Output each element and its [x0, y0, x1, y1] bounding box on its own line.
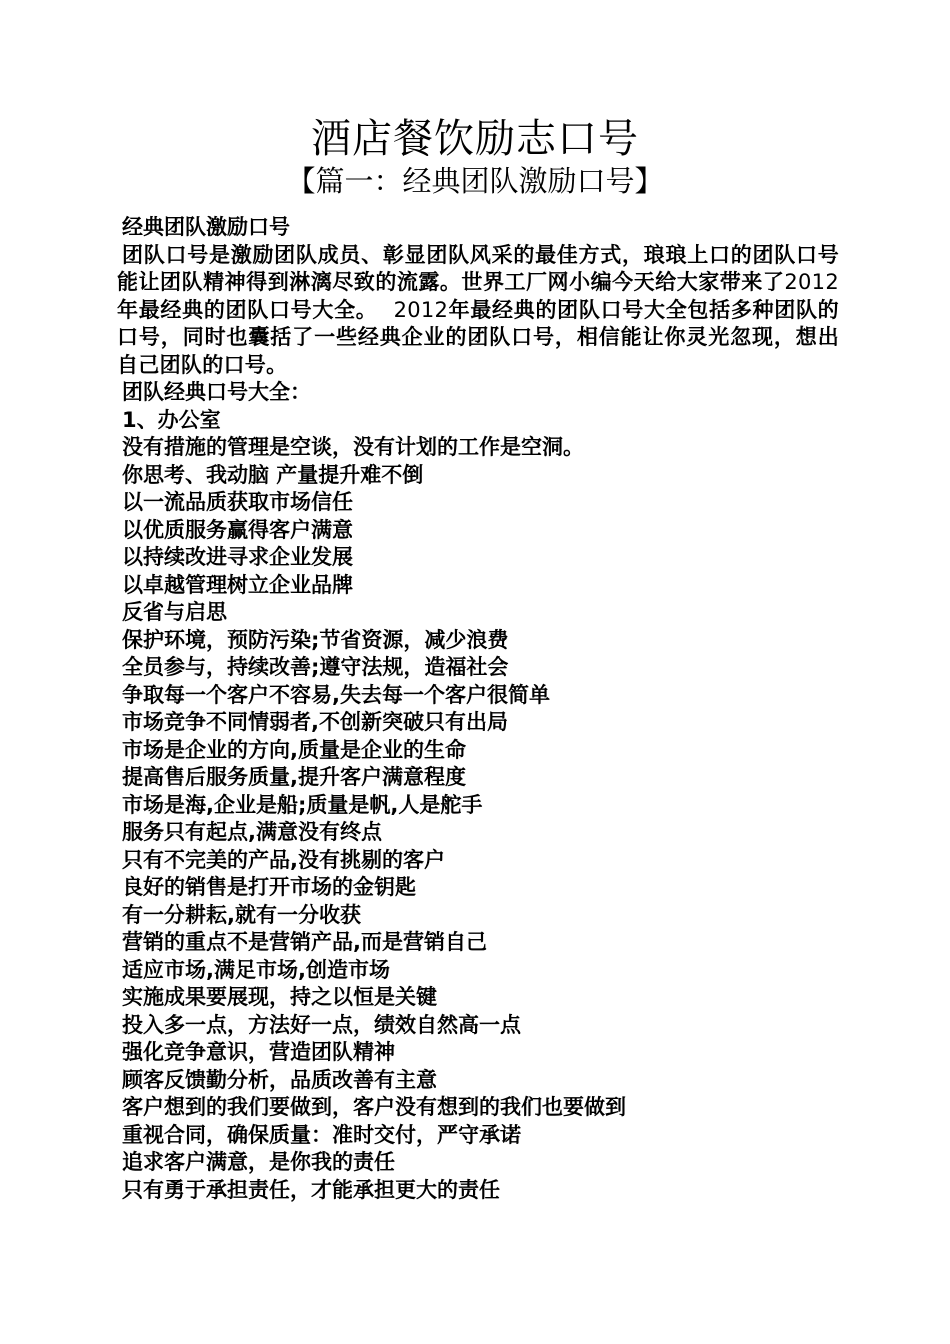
- slogan-item: 良好的销售是打开市场的金钥匙: [122, 875, 416, 899]
- slogan-item: 强化竞争意识，营造团队精神: [122, 1040, 395, 1064]
- slogan-item: 反省与启思: [122, 600, 227, 624]
- slogan-item: 以优质服务赢得客户满意: [122, 517, 353, 542]
- slogan-item: 全员参与，持续改善;遵守法规，造福社会: [122, 655, 509, 679]
- slogan-item: 你思考、我动脑 产量提升难不倒: [122, 462, 424, 487]
- slogan-item: 适应市场,满足市场,创造市场: [122, 957, 390, 982]
- slogan-list: [117, 434, 839, 1204]
- slogan-item: 市场是海,企业是船;质量是帆,人是舵手: [122, 792, 483, 817]
- slogan-item: 市场竞争不同情弱者,不创新突破只有出局: [122, 710, 508, 734]
- slogan-item: 有一分耕耘,就有一分收获: [122, 902, 361, 927]
- document-subtitle: 【篇一：经典团队激励口号】: [286, 164, 664, 198]
- intro-paragraph: [117, 242, 839, 380]
- slogan-item: 服务只有起点,满意没有终点: [122, 820, 382, 844]
- slogan-item: 只有勇于承担责任，才能承担更大的责任: [122, 1177, 500, 1202]
- slogan-item: 保护环境，预防污染;节省资源，减少浪费: [122, 627, 509, 652]
- document-title: 酒店餐饮励志口号: [311, 116, 639, 162]
- document-body: [117, 214, 839, 1204]
- slogan-item: 市场是企业的方向,质量是企业的生命: [122, 737, 466, 762]
- slogan-item: 争取每一个客户不容易,失去每一个客户很简单: [122, 682, 550, 707]
- category-heading: 1、办公室: [122, 407, 221, 432]
- slogan-item: 以持续改进寻求企业发展: [122, 545, 353, 569]
- slogan-item: 顾客反馈勤分析，品质改善有主意: [122, 1067, 437, 1092]
- slogan-item: 实施成果要展现，持之以恒是关键: [122, 985, 437, 1009]
- intro-year-1: 2012: [784, 270, 839, 294]
- slogan-item: 重视合同，确保质量：准时交付，严守承诺: [122, 1122, 521, 1147]
- slogan-item: 以卓越管理树立企业品牌: [122, 572, 353, 597]
- intro-text-1: 团队口号是激励团队成员、彰显团队风采的最佳方式，琅琅上口的团队口号能让团队精神得到淋漓尽致的流露。世界工厂网小编今天给大家带来了: [117, 242, 839, 294]
- slogan-item: 追求客户满意，是你我的责任: [122, 1150, 395, 1174]
- slogan-item: 投入多一点，方法好一点，绩效自然高一点: [122, 1012, 521, 1037]
- slogan-item: 客户想到的我们要做到，客户没有想到的我们也要做到: [122, 1095, 626, 1119]
- intro-text-2: 年最经典的团队口号大全。: [117, 297, 378, 322]
- intro-text-3: 年最经典的团队口号大全包括多种团队的口号，同时也囊括了一些经典企业的团队口号，相信能让你灵光忽现，想出自己团队的口号。: [117, 297, 839, 377]
- list-heading: 团队经典口号大全：: [122, 380, 311, 404]
- section-heading: 经典团队激励口号: [122, 215, 290, 239]
- intro-year-2: 2012: [393, 297, 449, 322]
- slogan-item: 以一流品质获取市场信任: [122, 490, 353, 514]
- slogan-item: 提高售后服务质量,提升客户满意程度: [122, 765, 466, 789]
- slogan-item: 只有不完美的产品,没有挑剔的客户: [122, 847, 445, 872]
- slogan-item: 没有措施的管理是空谈，没有计划的工作是空洞。: [122, 435, 584, 459]
- slogan-item: 营销的重点不是营销产品,而是营销自己: [122, 930, 487, 954]
